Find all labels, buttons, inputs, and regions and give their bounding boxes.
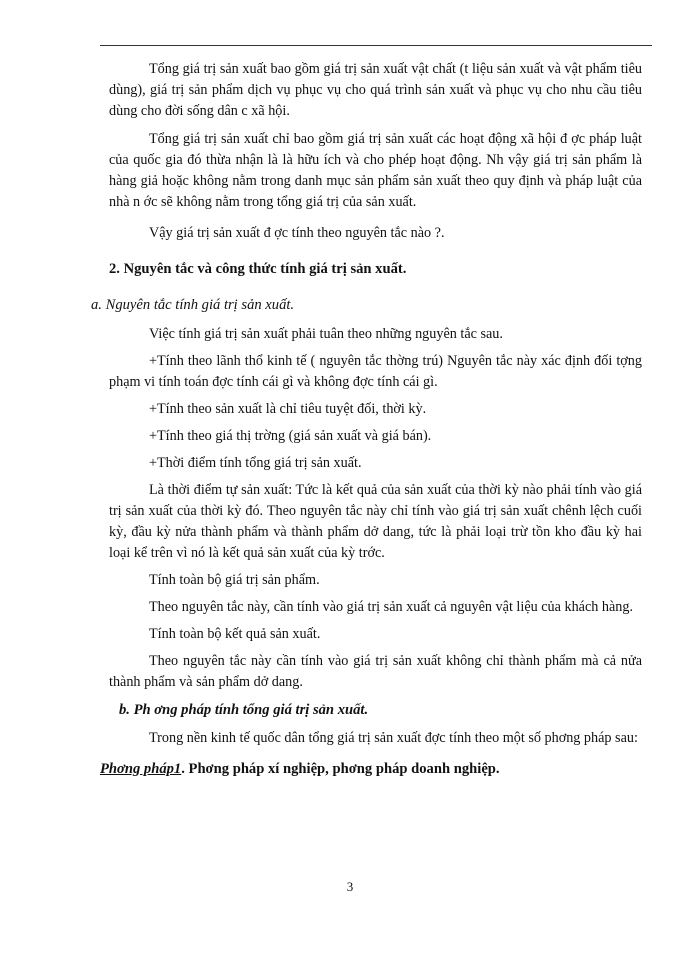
paragraph-7: +Tính theo giá thị trờng (giá sản xuất và giá bán). xyxy=(149,428,432,444)
paragraph-3: Vậy giá trị sản xuất đ ợc tính theo nguyên tắc nào ?. xyxy=(149,225,445,241)
paragraph-12: Tính toàn bộ kết quả sản xuất. xyxy=(149,626,321,642)
paragraph-9: Là thời điểm tự sản xuất: Tức là kết quả của sản xuất của thời kỳ nào phải tính vào giá trị sản xuất của thời kỳ đó. Theo nguyên tắc này chỉ tính vào giá trị sản xuất chênh lệch cuối kỳ, đầu kỳ nửa thành phẩm và thành phẩm dở dang, tức là phải loại trừ tồn kho đầu kỳ hai loại kể trên vì nó là kết quả sản xuất của kỳ trớc. xyxy=(109,482,642,561)
subheading-b: b. Ph ơng pháp tính tổng giá trị sản xuất. xyxy=(119,702,369,718)
subheading-a: a. Nguyên tắc tính giá trị sản xuất. xyxy=(91,297,295,313)
paragraph-6: +Tính theo sản xuất là chỉ tiêu tuyệt đối, thời kỳ. xyxy=(149,401,427,417)
paragraph-14: Trong nền kinh tế quốc dân tổng giá trị sản xuất đợc tính theo một số phơng pháp sau: xyxy=(149,730,638,746)
paragraph-13: Theo nguyên tắc này cần tính vào giá trị sản xuất không chỉ thành phẩm mà cả nửa thành phẩm và sản phẩm dở dang. xyxy=(109,653,642,690)
header-rule xyxy=(100,45,652,46)
paragraph-5: +Tính theo lãnh thổ kinh tế ( nguyên tắc thờng trú) Nguyên tắc này xác định đối tợng phạm vi tính toán đợc tính cái gì và không đợc tính cái gì. xyxy=(109,353,642,390)
document-body xyxy=(91,59,642,780)
method-label: Phơng pháp1 xyxy=(100,761,182,777)
method-heading xyxy=(100,759,642,780)
paragraph-10: Tính toàn bộ giá trị sản phẩm. xyxy=(149,572,320,588)
paragraph-11: Theo nguyên tắc này, cần tính vào giá trị sản xuất cả nguyên vật liệu của khách hàng. xyxy=(149,599,634,615)
paragraph-2: Tổng giá trị sản xuất chỉ bao gồm giá trị sản xuất các hoạt động xã hội đ ợc pháp luật của quốc gia đó thừa nhận là là hữu ích và cho phép hoạt động. Nh vậy giá trị sản phẩm là hàng giả hoặc không nằm trong danh mục sản phẩm sản xuất theo quy định và pháp luật của nhà n ớc sẽ không nằm trong tổng giá trị của sản xuất. xyxy=(109,131,642,210)
paragraph-8: +Thời điểm tính tổng giá trị sản xuất. xyxy=(149,455,362,471)
method-title: . Phơng pháp xí nghiệp, phơng pháp doanh nghiệp. xyxy=(181,761,500,777)
paragraph-4: Việc tính giá trị sản xuất phải tuân theo những nguyên tắc sau. xyxy=(149,326,503,342)
page-number: 3 xyxy=(346,879,354,894)
paragraph-1: Tổng giá trị sản xuất bao gồm giá trị sản xuất vật chất (t liệu sản xuất và vật phẩm tiêu dùng), giá trị sản phẩm dịch vụ phục vụ cho quá trình sản xuất và phục vụ cho nhu cầu tiêu dùng cho đời sống dân c xã hội. xyxy=(109,61,642,119)
section-heading-2: 2. Nguyên tắc và công thức tính giá trị sản xuất. xyxy=(109,261,407,277)
